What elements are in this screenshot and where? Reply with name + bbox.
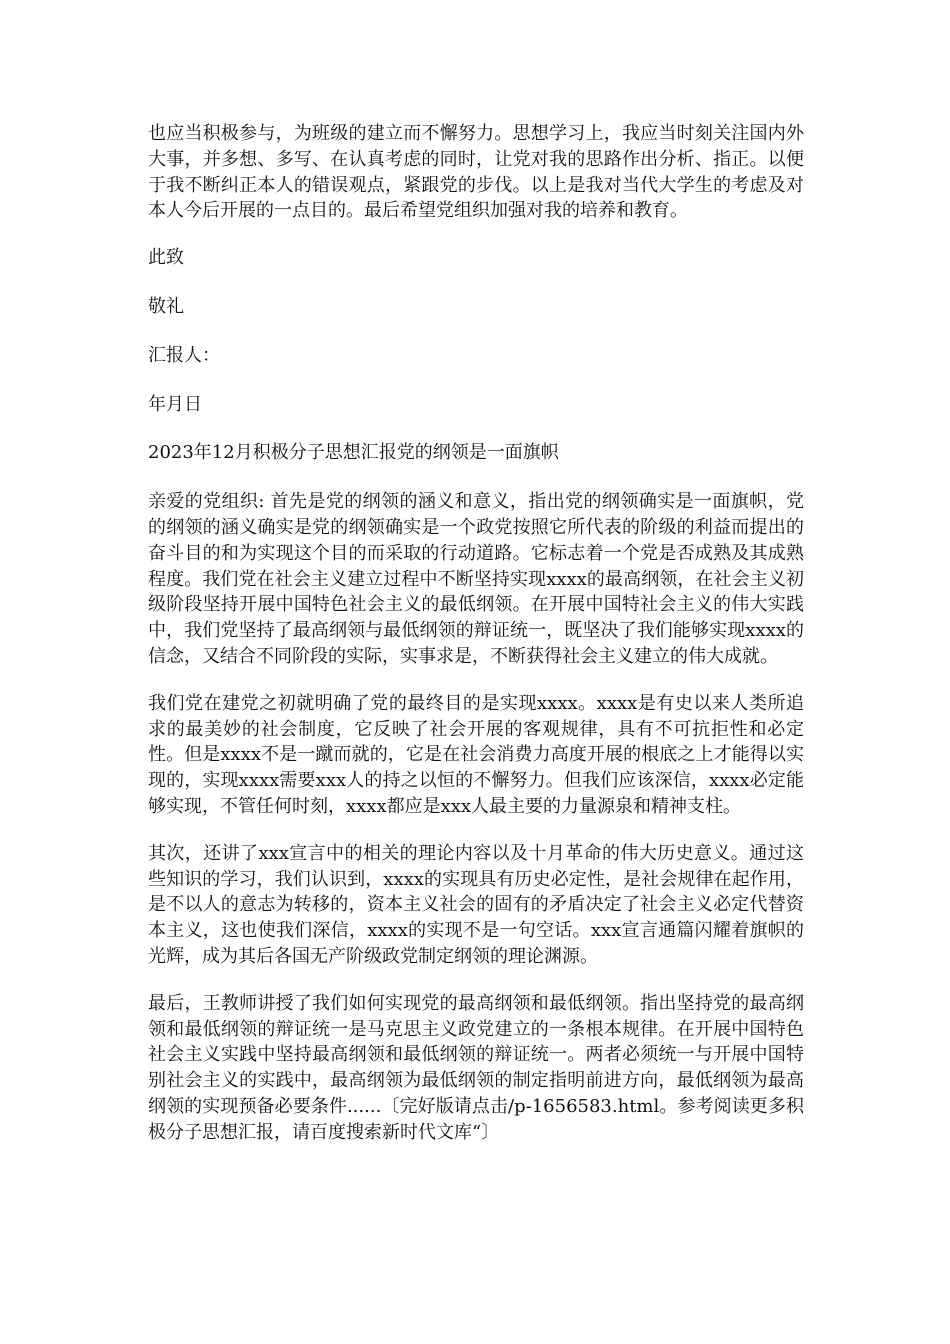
closing-salute: 敬礼 [148, 295, 184, 317]
reporter-label: 汇报人： [148, 344, 220, 366]
paragraph-party-program: 亲爱的党组织: 首先是党的纲领的涵义和意义，指出党的纲领确实是一面旗帜，党的纲领的涵义确实是党的纲领确实是一个政党按照它所代表的阶级的利益而提出的奋斗目的和为实现这个目的而采取的行动道路。它标志着一个党是否成熟及其成熟程度。我们党在社会主义建立过程中不断坚持实现xxxx的最高纲领，在社会主义初级阶段坚持开展中国特色社会主义的最低纲领。在开展中国特社会主义的伟大实践中，我们党坚持了最高纲领与最低纲领的辩证统一，既坚决了我们能够实现xxxx的信念，又结合不同阶段的实际，实事求是，不断获得社会主义建立的伟大成就。 [148, 491, 804, 667]
closing-greeting: 此致 [148, 247, 184, 269]
date-label: 年月日 [148, 393, 202, 415]
paragraph-conclusion: 最后，王教师讲授了我们如何实现党的最高纲领和最低纲领。指出坚持党的最高纲领和最低纲领的辩证统一是马克思主义政党建立的一条根本规律。在开展中国特色社会主义实践中坚持最高纲领和最低纲领的辩证统一。两者必须统一与开展中国特别社会主义的实践中，最高纲领为最低纲领的制定指明前进方向，最低纲领为最高纲领的实现预备必要条件......〔完好版请点击/p-1656583.html。参考阅读更多积极分子思想汇报，请百度搜索新时代文库“〕 [148, 992, 804, 1143]
paragraph-study-plan: 也应当积极参与，为班级的建立而不懈努力。思想学习上，我应当时刻关注国内外大事，并多想、多写、在认真考虑的同时，让党对我的思路作出分析、指正。以便于我不断纠正本人的错误观点，紧跟党的步伐。以上是我对当代大学生的考虑及对本人今后开展的一点目的。最后希望党组织加强对我的培养和教育。 [148, 123, 804, 222]
paragraph-manifesto: 其次，还讲了xxx宣言中的相关的理论内容以及十月革命的伟大历史意义。通过这些知识的学习，我们认识到，xxxx的实现具有历史必定性，是社会规律在起作用，是不以人的意志为转移的，资本主义社会的固有的矛盾决定了社会主义必定代替资本主义，这也使我们深信，xxxx的实现不是一句空话。xxx宣言通篇闪耀着旗帜的光辉，成为其后各国无产阶级政党制定纲领的理论渊源。 [148, 842, 804, 967]
report-title: 2023年12月积极分子思想汇报党的纲领是一面旗帜 [148, 442, 559, 464]
paragraph-ultimate-goal: 我们党在建党之初就明确了党的最终目的是实现xxxx。xxxx是有史以来人类所追求的最美妙的社会制度，它反映了社会开展的客观规律，具有不可抗拒性和必定性。但是xxxx不是一蹴而就的，它是在社会消费力高度开展的根底之上才能得以实现的，实现xxxx需要xxx人的持之以恒的不懈努力。但我们应该深信，xxxx必定能够实现，不管任何时刻，xxxx都应是xxx人最主要的力量源泉和精神支柱。 [148, 692, 804, 817]
document-body [148, 121, 804, 1167]
